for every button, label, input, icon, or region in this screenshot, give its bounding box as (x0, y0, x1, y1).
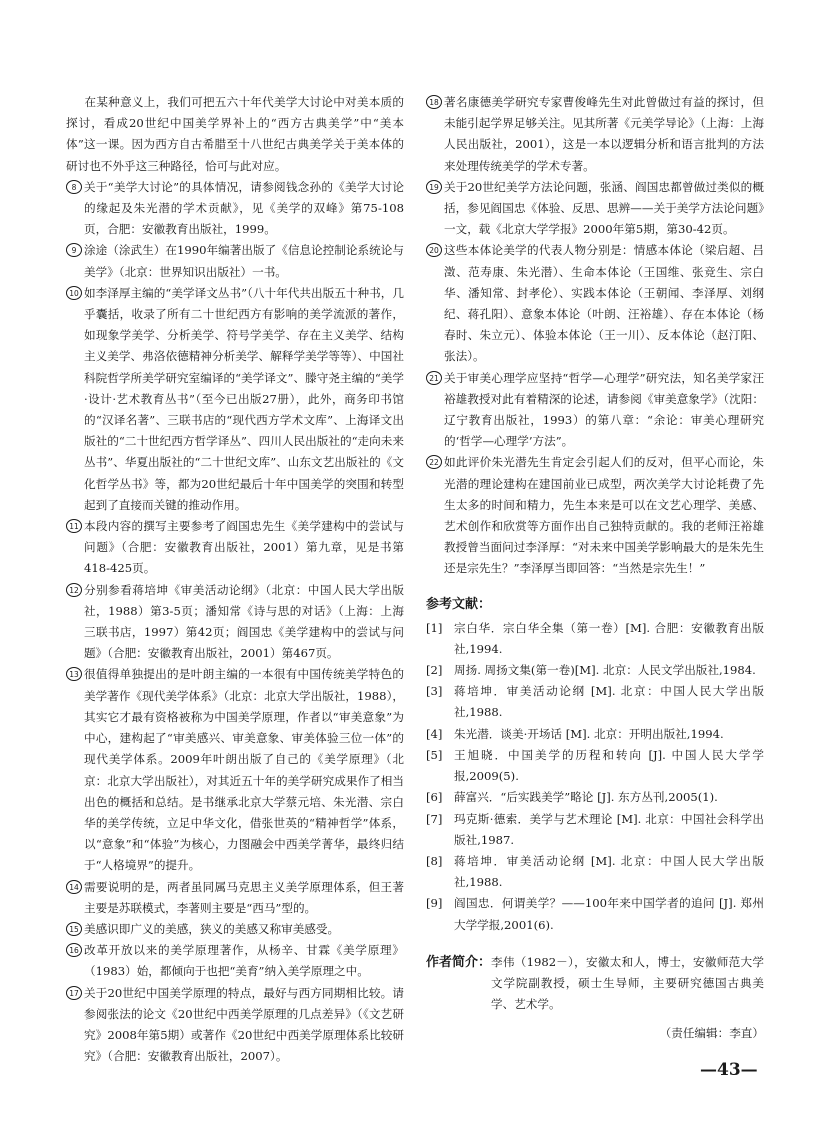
footnote-text: 关于20世纪美学方法论问题，张涵、阎国忠都曾做过类似的概括，参见阎国忠《体验、反思、思辨——关于美学方法论问题》一文，载《北京大学学报》2000年第5期，第30-42页。 (444, 179, 764, 237)
footnote (66, 240, 404, 282)
footnote (426, 240, 764, 367)
footnote-text: 本段内容的撰写主要参考了阎国忠先生《美学建构中的尝试与问题》（合肥：安徽教育出版社，2001）第九章，见是书第418-425页。 (84, 519, 404, 576)
footnote-marker: 22 (426, 455, 442, 469)
footnote-marker: 18 (426, 95, 442, 109)
footnote (426, 177, 764, 241)
responsible-editor: （责任编辑：李直） (659, 1026, 764, 1041)
footnote (66, 283, 404, 516)
footnote-text: 关于“美学大讨论”的具体情况，请参阅钱念孙的《美学大讨论的缘起及朱光潜的学术贡献》，见《美学的双峰》第75-108页，合肥：安徽教育出版社，1999。 (84, 179, 404, 237)
footnote (66, 877, 404, 919)
reference-number: [4] (426, 726, 443, 741)
reference-item (426, 618, 764, 660)
footnote-marker: 12 (66, 583, 82, 597)
reference-item (426, 745, 764, 787)
footnote-text: 著名康德美学研究专家曹俊峰先生对此曾做过有益的探讨，但未能引起学界足够关注。见其所著《元美学导论》（上海：上海人民出版社，2001），这是一本以逻辑分析和语言批判的方法来处理传统美学的学术专著。 (444, 95, 764, 173)
footnote-text: 这些本体论美学的代表人物分别是：情感本体论（梁启超、吕澂、范寿康、朱光潜）、生命本体论（王国维、张竞生、宗白华、潘知常、封孝伦）、实践本体论（王朝闻、李泽厚、刘纲纪、蒋孔阳）、意象本体论（叶朗、汪裕雄）、存在本体论（杨春时、朱立元）、体验本体论（王一川）、反本体论（赵汀阳、张法）。 (444, 243, 764, 364)
reference-item (426, 724, 764, 745)
footnote-text: 如李泽厚主编的“美学译文丛书”（八十年代共出版五十种书，几乎囊括，收录了所有二十世纪西方有影响的美学流派的著作，如现象学美学、分析美学、符号学美学、存在主义美学、结构主义美学、弗洛依德精神分析美学、解释学美学等等）、中国社科院哲学所美学研究室编译的“美学译文”、滕守尧主编的“美学·设计·艺术教育丛书”（至今已出版27册），此外，商务印书馆的“汉译名著”、三联书店的“现代西方学术文库”、上海译文出版社的“二十世纪西方哲学译丛”、四川人民出版社的“走向未来丛书”、华夏出版社的“二十世纪文库”、山东文艺出版社的《文化哲学丛书》等，都为20世纪最后十年中国美学的突围和转型起到了直接而关键的推动作用。 (84, 285, 404, 512)
reference-item (426, 893, 764, 935)
author-bio-label: 作者简介： (426, 954, 492, 970)
footnote (66, 664, 404, 876)
reference-item (426, 681, 764, 723)
reference-text: 宗白华．宗白华全集（第一卷）[M]. 合肥：安徽教育出版社,1994. (454, 620, 764, 656)
footnote-marker: 20 (426, 243, 442, 257)
intro-paragraph: 在某种意义上，我们可把五六十年代美学大讨论中对美本质的探讨，看成20世纪中国美学界补上的“西方古典美学”中“美本体”这一课。因为西方自古希腊至十八世纪古典美学关于美本体的研讨也不外乎这三种路径，恰可与此对应。 (66, 95, 404, 173)
footnote-text: 很值得单独提出的是叶朗主编的一本很有中国传统美学特色的美学著作《现代美学体系》（北京：北京大学出版社，1988），其实它才最有资格被称为中国美学原理，作者以“审美意象”为中心，建构起了“审美感兴、审美意象、审美体验三位一体”的现代美学体系。2009年叶朗出版了自己的《美学原理》（北京：北京大学出版社），对其近五十年的美学研究成果作了相当出色的概括和总结。是书继承北京大学蔡元培、朱光潜、宗白华的美学传统，立足中华文化，借张世英的“精神哲学”体系，以“意象”和“体验”为核心，力图融会中西美学菁华，最终归结于“人格境界”的提升。 (84, 667, 404, 873)
footnote-text: 需要说明的是，两者虽同属马克思主义美学原理体系，但王著主要是苏联模式，李著则主要是“西马”型的。 (84, 879, 404, 915)
footnote-text: 如此评价朱光潜先生肯定会引起人们的反对，但平心而论，朱光潜的理论建构在建国前业已成型，两次美学大讨论耗费了先生太多的时间和精力，先生本来是可以在文艺心理学、美感、艺术创作和欣赏等方面作出自己独特贡献的。我的老师汪裕雄教授曾当面问过李泽厚：“对未来中国美学影响最大的是朱先生还是宗先生？”李泽厚当即回答：“当然是宗先生！” (444, 455, 764, 576)
reference-text: 蒋培坤．审美活动论纲 [M]. 北京：中国人民大学出版社,1988. (454, 853, 764, 890)
footnote-text: 关于审美心理学应坚持“哲学—心理学”研究法，知名美学家汪裕雄教授对此有着精深的论述，请参阅《审美意象学》（沈阳：辽宁教育出版社，1993）的第八章：“余论：审美心理研究的‘哲学—心理学’方法”。 (444, 370, 764, 449)
reference-text: 周扬. 周扬文集(第一卷)[M]. 北京：人民文学出版社,1984. (454, 663, 756, 678)
footnote-marker: 21 (426, 371, 442, 385)
reference-text: 玛克斯·德索．美学与艺术理论 [M]. 北京：中国社会科学出版社,1987. (454, 811, 764, 847)
reference-number: [2] (426, 663, 443, 678)
footnote-text: 分别参看蒋培坤《审美活动论纲》（北京：中国人民大学出版社，1988）第3-5页；潘知常《诗与思的对话》（上海：上海三联书店，1997）第42页；阎国忠《美学建构中的尝试与问题》（合肥：安徽教育出版社，2001）第467页。 (84, 582, 404, 661)
footnote (66, 983, 404, 1068)
footnote (66, 919, 404, 940)
footnote-text: 关于20世纪中国美学原理的特点，最好与西方同期相比较。请参阅张法的论文《20世纪中西美学原理的几点差异》（《文艺研究》2008年第5期）或著作《20世纪中西美学原理体系比较研究》（合肥：安徽教育出版社，2007）。 (84, 985, 404, 1064)
reference-number: [6] (426, 790, 443, 805)
references-heading: 参考文献： (426, 596, 492, 612)
footnote-marker: 10 (66, 286, 82, 300)
right-column (426, 92, 764, 1045)
reference-number: [1] (426, 620, 443, 635)
author-bio (426, 952, 764, 1016)
reference-item (426, 851, 764, 893)
reference-text: 薛富兴．“后实践美学”略论 [J]. 东方丛刊,2005(1). (454, 790, 718, 805)
footnote (426, 368, 764, 453)
footnote-marker: 15 (66, 922, 82, 936)
left-column (66, 92, 404, 1067)
reference-text: 阎国忠．何谓美学？——100年来中国学者的追问 [J]. 郑州大学学报,2001(6). (454, 896, 764, 932)
reference-number: [5] (426, 747, 443, 762)
footnote-marker: 8 (66, 180, 82, 194)
footnote-marker: 16 (66, 943, 82, 957)
footnote-marker: 17 (66, 986, 82, 1000)
footnote (66, 177, 404, 241)
reference-number: [3] (426, 684, 443, 699)
footnote-text: 涂途（涂武生）在1990年编著出版了《信息论控制论系统论与美学》（北京：世界知识出版社）一书。 (84, 243, 404, 279)
reference-number: [8] (426, 853, 443, 868)
footnote-marker: 9 (66, 243, 82, 257)
footnote-marker: 19 (426, 180, 442, 194)
reference-text: 王旭晓．中国美学的历程和转向 [J]. 中国人民大学学报,2009(5). (454, 747, 764, 784)
footnote (66, 516, 404, 580)
footnote (66, 940, 404, 982)
reference-text: 蒋培坤．审美活动论纲 [M]. 北京：中国人民大学出版社,1988. (454, 684, 764, 720)
footnote-text: 美感识即广义的美感，狭义的美感又称审美感受。 (84, 921, 340, 936)
reference-text: 朱光潜．谈美·开场话 [M]. 北京：开明出版社,1994. (454, 726, 724, 741)
footnote-marker: 11 (66, 519, 82, 533)
footnote (66, 580, 404, 665)
reference-item (426, 809, 764, 851)
reference-number: [7] (426, 811, 443, 826)
footnote-text: 改革开放以来的美学原理著作，从杨辛、甘霖《美学原理》（1983）始，都倾向于也把“美育”纳入美学原理之中。 (84, 943, 404, 979)
footnote (426, 92, 764, 177)
footnote-marker: 13 (66, 667, 82, 681)
footnote-marker: 14 (66, 880, 82, 894)
page-number: —43— (700, 1060, 758, 1080)
reference-number: [9] (426, 896, 443, 911)
author-bio-text: 李伟（1982－），安徽太和人，博士，安徽师范大学文学院副教授，硕士生导师，主要研究德国古典美学、艺术学。 (491, 954, 764, 1012)
reference-item (426, 660, 764, 681)
reference-item (426, 787, 764, 808)
footnote (426, 452, 764, 579)
